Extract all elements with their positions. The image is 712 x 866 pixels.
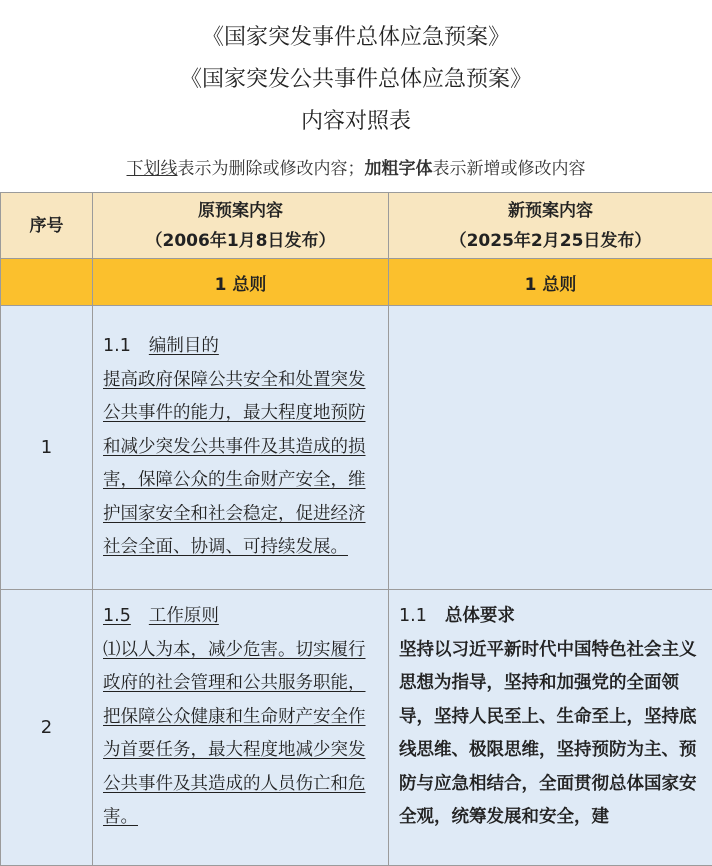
row-new-content — [389, 590, 712, 866]
row-old-heading-num: 1.5 — [103, 606, 131, 626]
row-old-heading-num: 1.1 — [103, 336, 131, 356]
legend-text-1: 表示为删除或修改内容； — [178, 159, 365, 179]
row-new-heading — [399, 600, 704, 634]
section-row — [1, 259, 712, 306]
header-old-title: 原预案内容 — [93, 196, 388, 226]
legend-text-2: 表示新增或修改内容 — [433, 159, 586, 179]
table-row — [1, 590, 712, 866]
section-num-cell — [1, 259, 93, 306]
row-old-content — [93, 590, 389, 866]
row-old-body: 提高政府保障公共安全和处置突发公共事件的能力，最大程度地预防和减少突发公共事件及其造成的损害，保障公众的生命财产安全，维护国家安全和社会稳定，促进经济社会全面、协调、可持续发展。 — [103, 364, 380, 565]
row-num: 2 — [1, 590, 93, 866]
header-new — [389, 193, 712, 259]
header-num: 序号 — [1, 193, 93, 259]
row-old-heading-text: 工作原则 — [149, 606, 219, 626]
row-old-heading-text: 编制目的 — [149, 336, 219, 356]
row-new-heading-text: 总体要求 — [445, 606, 515, 626]
row-new-body: 坚持以习近平新时代中国特色社会主义思想为指导，坚持和加强党的全面领导，坚持人民至上、生命至上，坚持底线思维、极限思维，坚持预防为主、预防与应急相结合，全面贯彻总体国家安全观，统筹发展和安全，建 — [399, 634, 704, 835]
row-num: 1 — [1, 306, 93, 590]
header-new-date: （2025年2月25日发布） — [389, 226, 712, 256]
legend-underline: 下划线 — [127, 159, 178, 179]
doc-title-1: 《国家突发事件总体应急预案》 — [0, 20, 712, 51]
doc-title-2: 《国家突发公共事件总体应急预案》 — [0, 62, 712, 93]
section-old: 1 总则 — [93, 259, 389, 306]
doc-title-3: 内容对照表 — [0, 104, 712, 135]
legend — [0, 154, 712, 179]
header-new-title: 新预案内容 — [389, 196, 712, 226]
row-old-heading — [103, 330, 380, 364]
table-header-row — [1, 193, 712, 259]
comparison-table — [0, 192, 712, 866]
row-old-heading — [103, 600, 380, 634]
legend-bold: 加粗字体 — [365, 159, 433, 179]
table-row — [1, 306, 712, 590]
row-new-content — [389, 306, 712, 590]
row-new-heading-num: 1.1 — [399, 606, 427, 626]
header-old — [93, 193, 389, 259]
row-old-body: ⑴以人为本，减少危害。切实履行政府的社会管理和公共服务职能，把保障公众健康和生命财产安全作为首要任务，最大程度地减少突发公共事件及其造成的人员伤亡和危害。 — [103, 634, 380, 835]
header-old-date: （2006年1月8日发布） — [93, 226, 388, 256]
section-new: 1 总则 — [389, 259, 712, 306]
row-old-content — [93, 306, 389, 590]
